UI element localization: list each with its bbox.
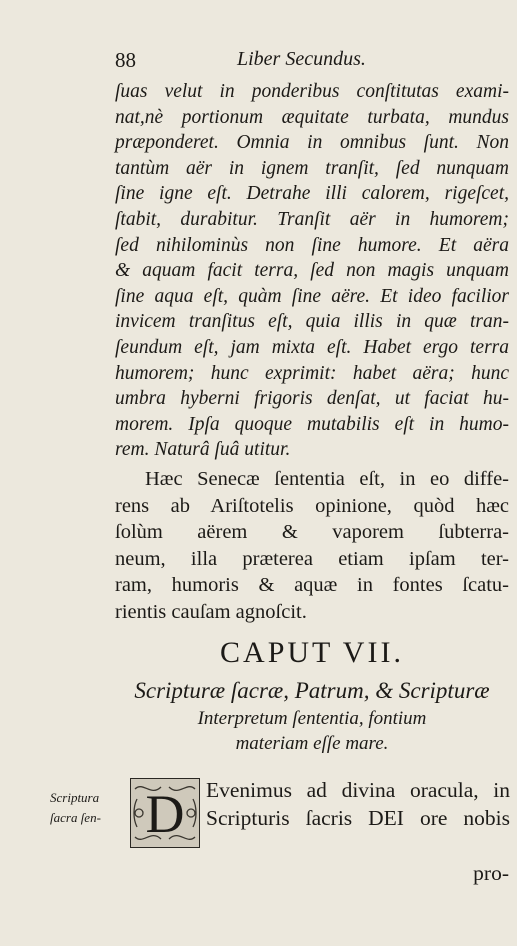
drop-cap-letter: D xyxy=(145,784,185,844)
quote-line: nat,nè portionum æquitate turbata, mundus xyxy=(115,106,509,128)
subtitle-line: Scripturæ ſacræ, Patrum, & Scripturæ xyxy=(134,678,490,703)
quote-line: & aquam facit terra, ſed non magis unquam xyxy=(115,260,509,282)
text-line: Scripturis ſacris DEI ore nobis xyxy=(206,806,510,830)
text-line: ram, humoris & aquæ in fontes ſcatu- xyxy=(115,574,509,596)
text-line: rientis cauſam agnoſcit. xyxy=(115,600,307,623)
subtitle-line: Interpretum ſententia, fontium xyxy=(197,708,427,729)
seneca-quotation xyxy=(115,79,509,463)
ornamental-initial xyxy=(130,778,200,848)
text-line: Hæc Senecæ ſententia eſt, in eo diffe- xyxy=(145,468,509,490)
marginal-note xyxy=(50,788,120,828)
page-number: 88 xyxy=(115,48,136,72)
text-line: ſolùm aërem & vaporem ſubterra- xyxy=(115,521,509,543)
quote-line: morem. Ipſa quoque mutabilis eſt in humo- xyxy=(115,413,509,435)
running-title: Liber Secundus. xyxy=(237,48,366,70)
quote-line: tantùm aër in ignem tranſit, ſed nunquam xyxy=(115,157,509,179)
quote-line: ſtabit, durabitur. Tranſit aër in humorem; xyxy=(115,208,509,230)
text-line: rens ab Ariſtotelis opinione, quòd hæc xyxy=(115,494,509,517)
page-header xyxy=(115,48,497,76)
quote-line: ſeundum eſt, jam mixta eſt. Habet ergo terra xyxy=(115,336,509,358)
commentary-paragraph xyxy=(115,466,509,625)
chapter-subtitle xyxy=(115,676,509,756)
text-line: Evenimus ad divina oracula, in xyxy=(206,778,510,802)
quote-line: humorem; hunc exprimit: habet aëra; hunc xyxy=(115,362,509,384)
chapter-heading: CAPUT VII. xyxy=(220,636,404,669)
marginal-note-line: ſacra ſen- xyxy=(50,810,101,825)
quote-line: ſine aqua eſt, quàm ſine aëre. Et ideo facilior xyxy=(115,285,509,307)
subtitle-line: materiam eſſe mare. xyxy=(235,733,389,754)
marginal-note-line: Scriptura xyxy=(50,790,100,805)
text-line: neum, illa præterea etiam ipſam ter- xyxy=(115,547,509,570)
quote-line: rem. Naturâ ſuâ utitur. xyxy=(115,439,291,461)
quote-line: ſed nihilominùs non ſine humore. Et aëra xyxy=(115,234,509,256)
quote-line: præponderet. Omnia in omnibus ſunt. Non xyxy=(115,132,509,154)
quote-line: umbra hyberni frigoris denſat, ut faciat hu- xyxy=(115,388,509,410)
catchword: pro- xyxy=(473,861,509,885)
chapter-opening-text xyxy=(206,776,510,832)
quote-line: invicem tranſitus eſt, quia illis in quæ tran- xyxy=(115,311,509,333)
quote-line: ſine igne eſt. Detrahe illi calorem, rigeſcet, xyxy=(115,183,509,205)
quote-line: ſuas velut in ponderibus conſtitutas exami- xyxy=(115,81,509,102)
